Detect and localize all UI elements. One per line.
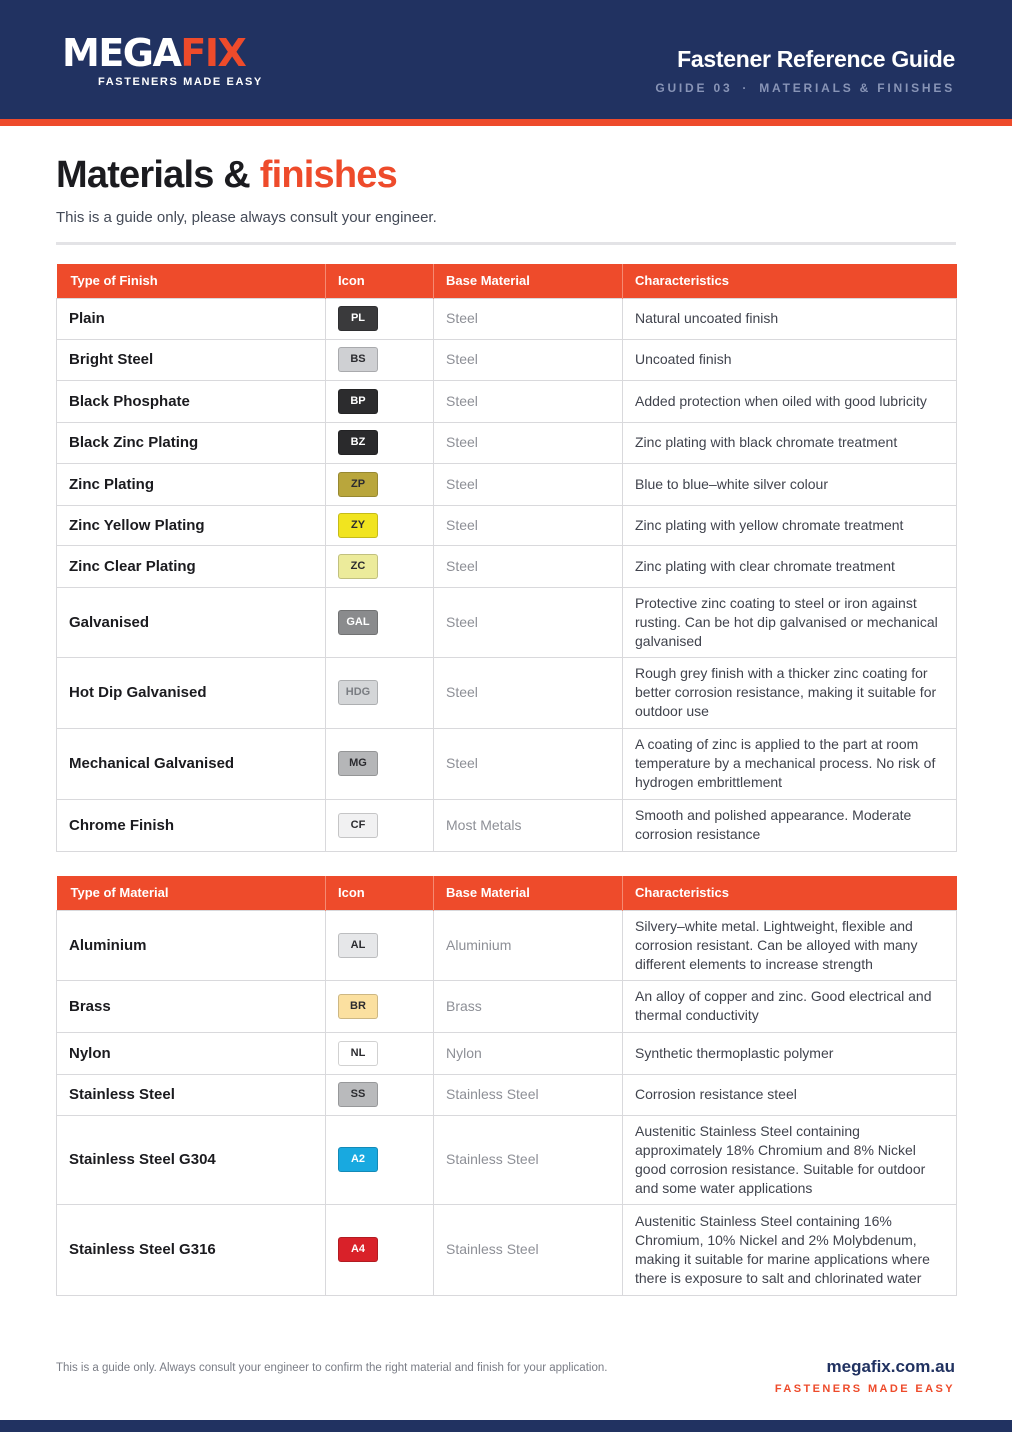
row-characteristics: Zinc plating with clear chromate treatment <box>623 545 957 587</box>
row-base-material: Steel <box>434 298 623 339</box>
table-row <box>57 1032 957 1074</box>
row-characteristics: Blue to blue–white silver colour <box>623 463 957 505</box>
table-row <box>57 545 957 587</box>
row-type-name: Zinc Clear Plating <box>57 545 326 587</box>
row-type-name: Zinc Plating <box>57 463 326 505</box>
finish-code-badge-icon: PL <box>338 306 378 331</box>
guide-topic: MATERIALS & FINISHES <box>759 81 955 95</box>
finish-code-badge-icon: MG <box>338 751 378 776</box>
row-base-material: Most Metals <box>434 799 623 851</box>
footer-bar <box>0 1420 1012 1432</box>
table-row <box>57 980 957 1032</box>
row-base-material: Steel <box>434 380 623 422</box>
col-header-icon: Icon <box>326 876 434 910</box>
row-base-material: Steel <box>434 505 623 545</box>
table-header-row <box>57 264 957 298</box>
table-row <box>57 1115 957 1204</box>
row-characteristics: A coating of zinc is applied to the part at room temperature by a mechanical process. No risk of hydrogen embrittlement <box>623 728 957 799</box>
row-characteristics: Austenitic Stainless Steel containing approximately 18% Chromium and 8% Nickel good corrosion resistance. Suitable for outdoor and some water applications <box>623 1115 957 1204</box>
table-row <box>57 505 957 545</box>
row-icon-cell <box>326 298 434 339</box>
row-characteristics: Natural uncoated finish <box>623 298 957 339</box>
finish-code-badge-icon: BS <box>338 347 378 372</box>
divider <box>56 242 956 245</box>
table-row <box>57 657 957 728</box>
table-row <box>57 587 957 657</box>
row-type-name: Aluminium <box>57 910 326 980</box>
header-accent-stripe <box>0 119 1012 126</box>
finish-code-badge-icon: SS <box>338 1082 378 1107</box>
row-characteristics: Corrosion resistance steel <box>623 1074 957 1115</box>
row-icon-cell <box>326 1074 434 1115</box>
row-characteristics: Smooth and polished appearance. Moderate corrosion resistance <box>623 799 957 851</box>
row-icon-cell <box>326 505 434 545</box>
col-header-base-material: Base Material <box>434 876 623 910</box>
logo-wordmark-main: MEGA <box>62 31 181 75</box>
row-icon-cell <box>326 422 434 463</box>
row-type-name: Brass <box>57 980 326 1032</box>
table-header-row <box>57 876 957 910</box>
row-type-name: Bright Steel <box>57 339 326 380</box>
logo-wordmark <box>62 31 292 75</box>
row-icon-cell <box>326 1115 434 1204</box>
finish-code-badge-icon: NL <box>338 1041 378 1066</box>
row-type-name: Hot Dip Galvanised <box>57 657 326 728</box>
row-icon-cell <box>326 380 434 422</box>
row-base-material: Brass <box>434 980 623 1032</box>
finish-code-badge-icon: HDG <box>338 680 378 705</box>
table-row <box>57 463 957 505</box>
table-row <box>57 339 957 380</box>
document-title: Fastener Reference Guide <box>677 46 955 72</box>
table-row <box>57 298 957 339</box>
table-row <box>57 799 957 851</box>
row-type-name: Stainless Steel G304 <box>57 1115 326 1204</box>
col-header-characteristics: Characteristics <box>623 264 957 298</box>
row-type-name: Nylon <box>57 1032 326 1074</box>
finish-code-badge-icon: BZ <box>338 430 378 455</box>
materials-table <box>56 876 957 1296</box>
finishes-table <box>56 264 957 852</box>
finish-code-badge-icon: A4 <box>338 1237 378 1262</box>
page-title-main: Materials & <box>56 154 260 196</box>
row-icon-cell <box>326 1204 434 1295</box>
finish-code-badge-icon: A2 <box>338 1147 378 1172</box>
row-characteristics: Zinc plating with yellow chromate treatment <box>623 505 957 545</box>
row-characteristics: Protective zinc coating to steel or iron against rusting. Can be hot dip galvanised or mechanical galvanised <box>623 587 957 657</box>
table-row <box>57 1074 957 1115</box>
document-subtitle <box>655 81 955 95</box>
row-characteristics: Austenitic Stainless Steel containing 16% Chromium, 10% Nickel and 2% Molybdenum, making it suitable for marine applications where there is exposure to salt and chlorinated water <box>623 1204 957 1295</box>
row-characteristics: Added protection when oiled with good lubricity <box>623 380 957 422</box>
row-type-name: Stainless Steel G316 <box>57 1204 326 1295</box>
guide-number: GUIDE 03 <box>655 81 733 95</box>
table-row <box>57 728 957 799</box>
row-characteristics: Silvery–white metal. Lightweight, flexible and corrosion resistant. Can be alloyed with many different elements to increase strength <box>623 910 957 980</box>
row-type-name: Galvanised <box>57 587 326 657</box>
row-type-name: Stainless Steel <box>57 1074 326 1115</box>
logo-tagline: FASTENERS MADE EASY <box>98 76 263 88</box>
finish-code-badge-icon: ZY <box>338 513 378 538</box>
row-icon-cell <box>326 980 434 1032</box>
row-icon-cell <box>326 799 434 851</box>
row-type-name: Plain <box>57 298 326 339</box>
row-characteristics: An alloy of copper and zinc. Good electrical and thermal conductivity <box>623 980 957 1032</box>
megafix-logo[interactable] <box>62 31 292 88</box>
footer-disclaimer: This is a guide only. Always consult your engineer to confirm the right material and finish for your application. <box>56 1362 608 1374</box>
row-base-material: Steel <box>434 463 623 505</box>
row-type-name: Mechanical Galvanised <box>57 728 326 799</box>
finish-code-badge-icon: BP <box>338 389 378 414</box>
logo-wordmark-accent: FIX <box>180 31 246 75</box>
table-row <box>57 910 957 980</box>
col-header-type: Type of Finish <box>57 264 326 298</box>
row-type-name: Black Phosphate <box>57 380 326 422</box>
subtitle-separator: · <box>742 81 750 95</box>
row-icon-cell <box>326 545 434 587</box>
footer-website-link[interactable]: megafix.com.au <box>826 1357 955 1376</box>
finish-code-badge-icon: ZC <box>338 554 378 579</box>
row-icon-cell <box>326 463 434 505</box>
row-type-name: Zinc Yellow Plating <box>57 505 326 545</box>
row-icon-cell <box>326 1032 434 1074</box>
col-header-icon: Icon <box>326 264 434 298</box>
row-base-material: Steel <box>434 339 623 380</box>
row-base-material: Stainless Steel <box>434 1204 623 1295</box>
row-type-name: Black Zinc Plating <box>57 422 326 463</box>
row-type-name: Chrome Finish <box>57 799 326 851</box>
row-base-material: Steel <box>434 657 623 728</box>
row-base-material: Steel <box>434 545 623 587</box>
page-title <box>56 154 397 197</box>
table-row <box>57 422 957 463</box>
col-header-characteristics: Characteristics <box>623 876 957 910</box>
footer-tagline: FASTENERS MADE EASY <box>774 1383 955 1395</box>
row-icon-cell <box>326 728 434 799</box>
row-base-material: Stainless Steel <box>434 1115 623 1204</box>
row-icon-cell <box>326 910 434 980</box>
row-base-material: Nylon <box>434 1032 623 1074</box>
row-characteristics: Synthetic thermoplastic polymer <box>623 1032 957 1074</box>
finish-code-badge-icon: ZP <box>338 472 378 497</box>
row-base-material: Steel <box>434 728 623 799</box>
col-header-base-material: Base Material <box>434 264 623 298</box>
row-base-material: Stainless Steel <box>434 1074 623 1115</box>
finish-code-badge-icon: AL <box>338 933 378 958</box>
row-icon-cell <box>326 339 434 380</box>
row-icon-cell <box>326 657 434 728</box>
page-title-accent: finishes <box>259 154 397 196</box>
row-characteristics: Uncoated finish <box>623 339 957 380</box>
row-icon-cell <box>326 587 434 657</box>
header-banner <box>0 0 1012 119</box>
row-base-material: Steel <box>434 422 623 463</box>
table-row <box>57 1204 957 1295</box>
finish-code-badge-icon: CF <box>338 813 378 838</box>
row-base-material: Aluminium <box>434 910 623 980</box>
col-header-type: Type of Material <box>57 876 326 910</box>
intro-text: This is a guide only, please always consult your engineer. <box>56 209 437 226</box>
table-row <box>57 380 957 422</box>
finish-code-badge-icon: GAL <box>338 610 378 635</box>
row-base-material: Steel <box>434 587 623 657</box>
row-characteristics: Zinc plating with black chromate treatment <box>623 422 957 463</box>
row-characteristics: Rough grey finish with a thicker zinc coating for better corrosion resistance, making it suitable for outdoor use <box>623 657 957 728</box>
finish-code-badge-icon: BR <box>338 994 378 1019</box>
